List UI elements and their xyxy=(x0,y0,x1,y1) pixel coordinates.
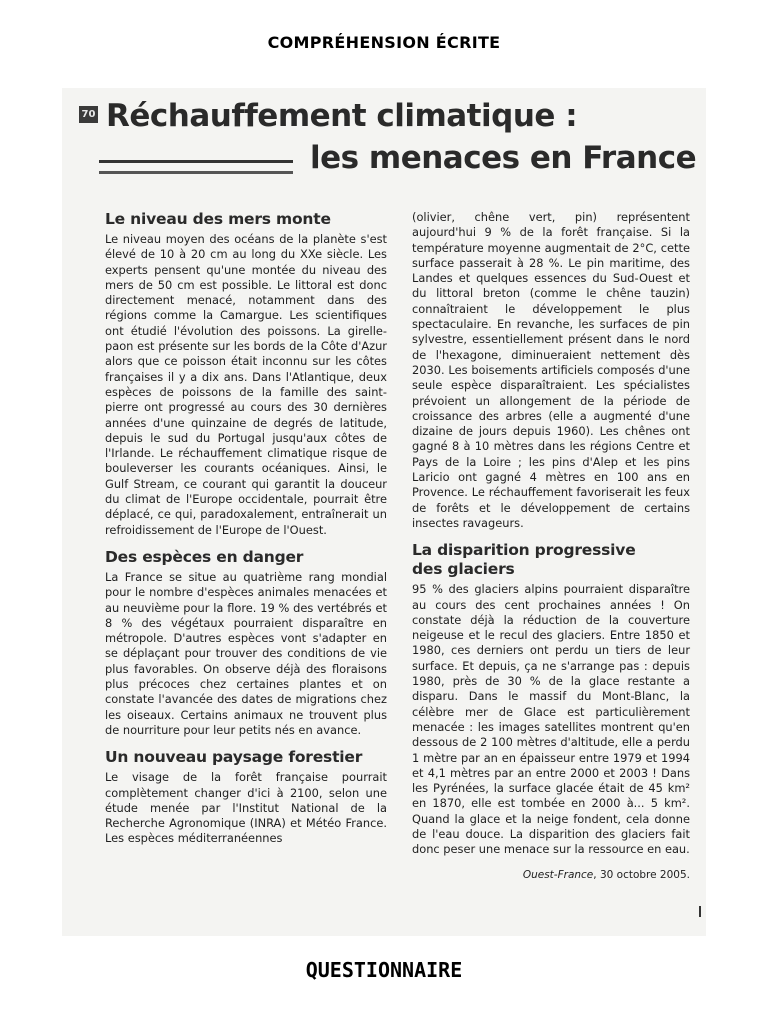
section-heading xyxy=(412,541,690,579)
left-column xyxy=(105,210,387,857)
crop-mark xyxy=(699,906,701,917)
article-source xyxy=(412,868,690,882)
right-column xyxy=(412,210,690,882)
section-heading: Le niveau des mers monte xyxy=(105,210,331,228)
heading-line: La disparition progressive xyxy=(412,541,636,560)
section-paragraph: La France se situe au quatrième rang mondial pour le nombre d'espèces animales menacées et au neuvième pour la flore. 19 % des vertébrés et 8 % des végétaux pourraient disparaître en métropole. D'autres espèces vont s'adapter en se déplaçant pour trouver des conditions de vie plus favorables. On observe déjà des floraisons plus précoces chez certaines plantes et on constate l'avancée des dates de migrations chez les oiseaux. Certains animaux ne trouvent plus de nourriture pour leur petits nés en avance. xyxy=(105,569,387,737)
article-title-line-2: les menaces en France xyxy=(310,140,697,176)
article-title-line-1: Réchauffement climatique : xyxy=(106,98,578,134)
section-heading: Un nouveau paysage forestier xyxy=(105,748,363,767)
source-date: , 30 octobre 2005. xyxy=(593,868,690,881)
page-header-label: COMPRÉHENSION ÉCRITE xyxy=(267,33,501,52)
section-paragraph: Le niveau moyen des océans de la planète s'est élevé de 10 à 20 cm au long du XXe siècle. Les experts pensent qu'une montée du niveau des mers de 50 cm est possible. Le littoral est donc directement menacé, notamment dans des régions comme la Camargue. Les scientifiques ont étudié l'évolution des poissons. La girelle-paon est présente sur les bords de la Côte d'Azur alors que ce poisson était inconnu sur les côtes françaises il y a dix ans. Dans l'Atlantique, deux espèces de poissons de la famille des saint-pierre ont progressé au cours des 30 dernières années d'une quinzaine de degrés de latitude, depuis le sud du Portugal jusqu'aux côtes de l'Irlande. Le réchauffement climatique risque de bouleverser les courants océaniques. Ainsi, le Gulf Stream, ce courant qui garantit la douceur du climat de l'Europe occidentale, pourrait être déplacé, ce qui, paradoxalement, entraînerait un refroidissement de l'Europe de l'Ouest. xyxy=(105,232,387,537)
title-decorative-rule xyxy=(99,160,293,174)
page-number-badge: 70 xyxy=(79,106,98,123)
source-name: Ouest-France xyxy=(522,868,594,881)
questionnaire-label: QUESTIONNAIRE xyxy=(305,958,463,982)
section-paragraph-continued: (olivier, chêne vert, pin) représentent aujourd'hui 9 % de la forêt française. Si la température moyenne augmentait de 2°C, cette surface passerait à 28 %. Le pin maritime, des Landes et quelques essences du Sud-Ouest et du littoral breton (comme le chêne tauzin) connaîtraient le développement le plus spectaculaire. En revanche, les surfaces de pin sylvestre, essentiellement présent dans le nord de l'hexagone, diminueraient nettement dès 2030. Les boisements artificiels composés d'une seule espèce disparaîtraient. Les spécialistes prévoient un allongement de la période de croissance des arbres (elle a augmenté d'une dizaine de jours depuis 1960). Les chênes ont gagné 8 à 10 mètres dans les régions Centre et Pays de la Loire ; les pins d'Alep et les pins Laricio ont gagné 4 mètres en 100 ans en Provence. Le réchauffement favoriserait les feux de forêts et le développement de certains insectes ravageurs. xyxy=(412,210,690,530)
heading-line: des glaciers xyxy=(412,560,515,579)
section-heading: Des espèces en danger xyxy=(105,547,304,566)
scanned-article xyxy=(62,88,706,936)
section-paragraph: Le visage de la forêt française pourrait complètement changer d'ici à 2100, selon une étude menée par l'Institut National de la Recherche Agronomique (INRA) et Météo France. Les espèces méditerranéennes xyxy=(105,770,387,846)
section-paragraph: 95 % des glaciers alpins pourraient disparaître au cours des cent prochaines années ! On constate déjà la réduction de la couverture neigeuse et le recul des glaciers. Entre 1850 et 1980, ces derniers ont perdu un tiers de leur surface. Et depuis, ça ne s'arrange pas : depuis 1980, près de 30 % de la glace restante a disparu. Dans le massif du Mont-Blanc, la célèbre mer de Glace est particulièrement menacée : les images satellites montrent qu'en dessous de 2 100 mètres d'altitude, elle a perdu 1 mètre par an en épaisseur entre 1979 et 1994 et 4,1 mètres par an entre 2000 et 2003 ! Dans les Pyrénées, la surface glacée était de 45 km² en 1870, elle est tombée en 2000 à... 5 km². Quand la glace et la neige fondent, cela donne de l'eau douce. La disparition des glaciers fait donc peser une menace sur la ressource en eau. xyxy=(412,582,690,857)
